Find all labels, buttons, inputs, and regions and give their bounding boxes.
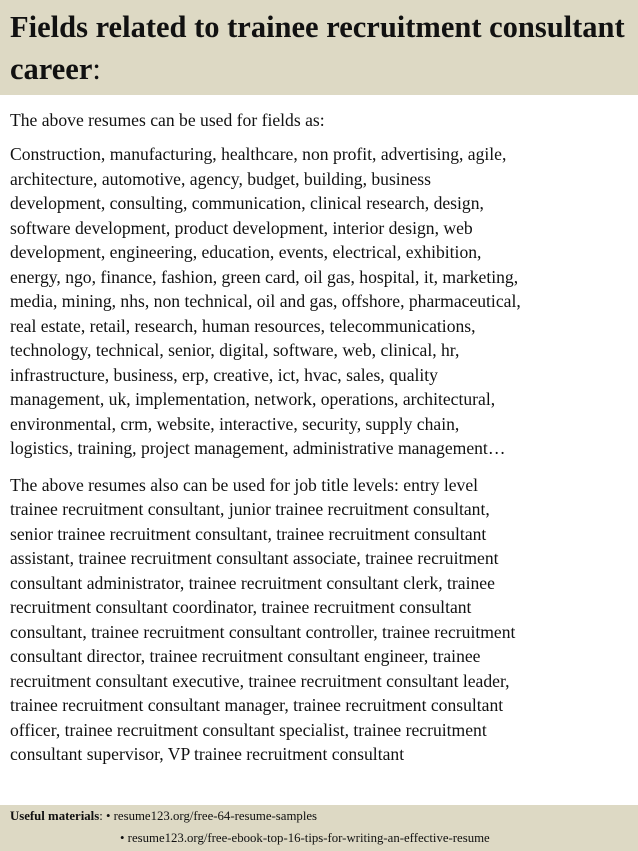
resume-samples-link[interactable]: • resume123.org/free-64-resume-samples [105,809,318,823]
levels-line: senior trainee recruitment consultant, trainee recruitment consultant [10,523,487,544]
levels-line: recruitment consultant executive, trainee recruitment consultant leader, [10,670,510,691]
levels-line: consultant director, trainee recruitment consultant engineer, trainee [10,646,481,666]
levels-line: consultant, trainee recruitment consultant controller, trainee recruitment [10,621,516,642]
levels-line: trainee recruitment consultant manager, trainee recruitment consultant [10,695,504,715]
levels-line: officer, trainee recruitment consultant specialist, trainee recruitment [10,719,487,740]
fields-line: development, consulting, communication, clinical research, design, [10,193,484,213]
fields-line: media, mining, nhs, non technical, oil and gas, offshore, pharmaceutical, [10,291,521,311]
levels-line: The above resumes also can be used for job title levels: entry level [10,474,479,495]
footer-separator: : [99,809,106,823]
ebook-tips-link[interactable]: • resume123.org/free-ebook-top-16-tips-for-writing-an-effective-resume [120,831,490,845]
footer-row [10,806,317,826]
fields-line: technology, technical, senior, digital, software, web, clinical, hr, [10,340,460,360]
fields-paragraph [10,142,634,461]
levels-line: assistant, trainee recruitment consultant associate, trainee recruitment [10,548,499,568]
fields-line: architecture, automotive, agency, budget, building, business [10,168,431,189]
page-title [10,6,630,90]
fields-line: energy, ngo, finance, fashion, green card, oil gas, hospital, it, marketing, [10,266,519,287]
job-levels-paragraph [10,473,634,767]
fields-line: Construction, manufacturing, healthcare, non profit, advertising, agile, [10,144,507,164]
fields-line: infrastructure, business, erp, creative, ict, hvac, sales, quality [10,364,438,385]
fields-line: environmental, crm, website, interactive, security, supply chain, [10,413,460,434]
levels-line: recruitment consultant coordinator, trainee recruitment consultant [10,597,472,617]
useful-materials-label: Useful materials [10,809,100,823]
levels-line: consultant supervisor, VP trainee recruitment consultant [10,744,405,764]
intro-text: The above resumes can be used for fields as: [10,110,325,130]
main-content [10,106,634,805]
levels-line: consultant administrator, trainee recruitment consultant clerk, trainee [10,572,495,593]
footer-row [120,828,490,848]
fields-line: real estate, retail, research, human resources, telecommunications, [10,315,476,336]
page-title-text: Fields related to trainee recruitment consultant career [10,10,625,86]
fields-line: management, uk, implementation, network, operations, architectural, [10,389,496,409]
useful-materials-footer [0,805,638,851]
title-banner [0,0,638,95]
fields-line: logistics, training, project management, administrative management… [10,438,506,458]
fields-line: software development, product development, interior design, web [10,217,473,238]
fields-line: development, engineering, education, events, electrical, exhibition, [10,242,482,262]
page-title-colon: : [92,52,101,86]
levels-line: trainee recruitment consultant, junior trainee recruitment consultant, [10,499,490,519]
